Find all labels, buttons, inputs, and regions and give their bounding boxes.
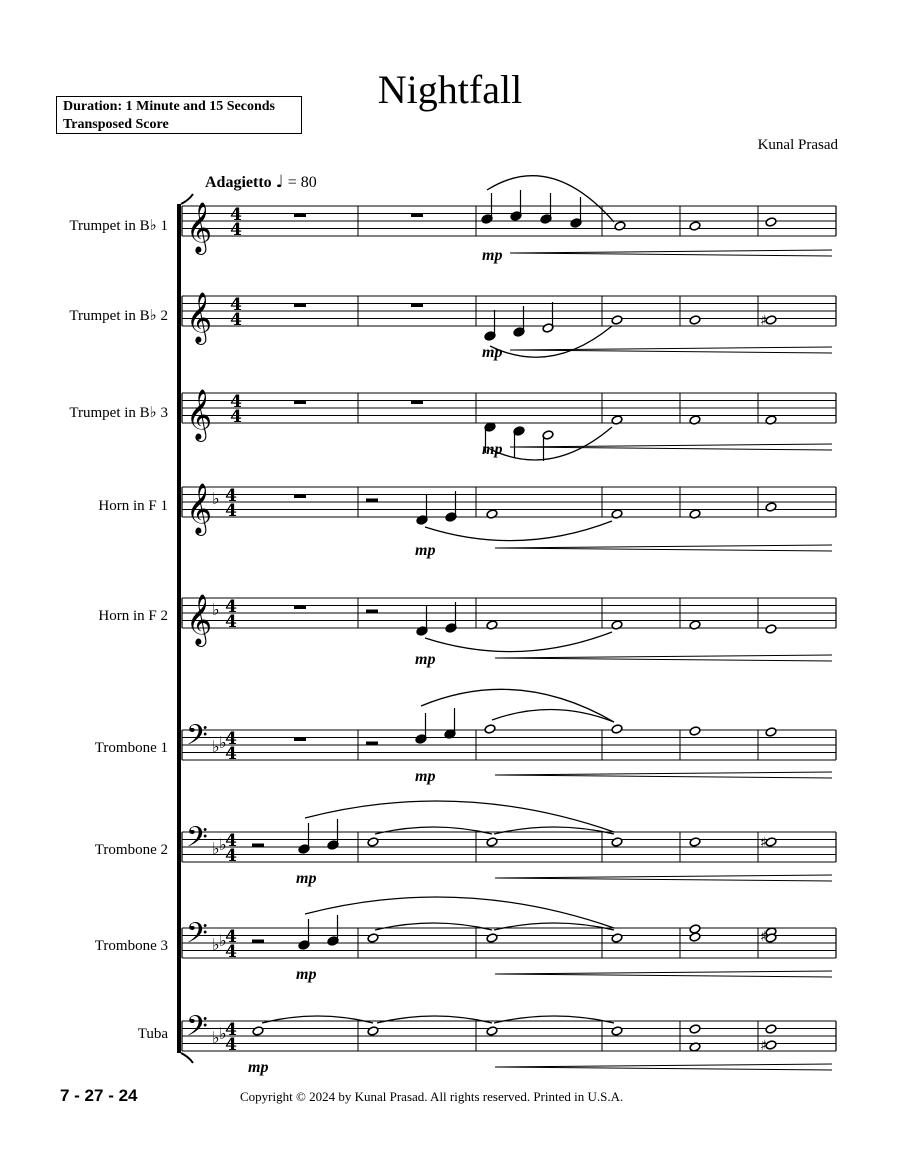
note-head: [611, 415, 623, 425]
crescendo-hairpin: [510, 253, 832, 256]
sharp-icon: ♯: [760, 313, 767, 329]
slur: [375, 923, 492, 930]
composer-name: Kunal Prasad: [757, 137, 838, 153]
duration-text: Duration: 1 Minute and 15 Seconds: [63, 99, 275, 114]
crescendo-hairpin: [495, 548, 832, 551]
time-signature-top: 4: [230, 392, 242, 412]
key-flat-icon: ♭: [219, 931, 227, 950]
quarter-note-icon: ♩: [275, 172, 284, 192]
time-signature-top: 4: [230, 295, 242, 315]
slur: [425, 632, 612, 652]
instrument-label-trumpet-1: Trumpet in B♭ 1: [69, 218, 168, 234]
treble-clef-icon: 𝄞: [186, 389, 213, 440]
time-signature-bottom: 4: [230, 220, 242, 240]
score-type-text: Transposed Score: [63, 117, 169, 132]
bass-clef-icon: 𝄢: [186, 917, 208, 957]
slur: [494, 827, 614, 834]
key-flat-icon: ♭: [212, 1028, 220, 1047]
rest-mark: [294, 495, 306, 499]
note-head: [689, 509, 701, 519]
dynamic-marking: mp: [296, 966, 317, 983]
rest-mark: [366, 610, 378, 614]
note-head: [765, 415, 777, 425]
bass-clef-icon: 𝄢: [186, 1010, 208, 1050]
instrument-label-tuba: Tuba: [137, 1026, 168, 1042]
note-head: [367, 1026, 379, 1036]
rest-mark: [252, 844, 264, 848]
note-head: [765, 624, 777, 634]
treble-clef-icon: 𝄞: [186, 292, 213, 343]
note-head: [689, 315, 701, 325]
crescendo-hairpin: [495, 545, 832, 548]
crescendo-hairpin: [495, 971, 832, 974]
key-flat-icon: ♭: [212, 600, 220, 619]
note-head: [765, 217, 777, 227]
time-signature-bottom: 4: [225, 501, 237, 521]
rest-mark: [411, 214, 423, 218]
sharp-icon: ♯: [760, 929, 767, 945]
sharp-icon: ♯: [760, 835, 767, 851]
crescendo-hairpin: [495, 875, 832, 878]
system-bracket: [177, 204, 181, 1053]
rest-mark: [294, 304, 306, 308]
note-head: [611, 1026, 623, 1036]
instrument-label-trombone-3: Trombone 3: [94, 938, 168, 954]
tempo-text: Adagietto: [205, 174, 272, 191]
note-head: [689, 620, 701, 630]
dynamic-marking: mp: [482, 344, 503, 361]
crescendo-hairpin: [510, 350, 832, 353]
crescendo-hairpin: [510, 447, 832, 450]
crescendo-hairpin: [510, 347, 832, 350]
note-head: [765, 837, 777, 847]
time-signature-bottom: 4: [225, 942, 237, 962]
rest-mark: [366, 742, 378, 746]
rest-mark: [294, 214, 306, 218]
dynamic-marking: mp: [248, 1059, 269, 1076]
note-head: [611, 509, 623, 519]
time-signature-bottom: 4: [225, 1035, 237, 1055]
note-head: [689, 837, 701, 847]
dynamic-marking: mp: [296, 870, 317, 887]
key-flat-icon: ♭: [219, 733, 227, 752]
slur: [494, 1016, 614, 1023]
note-head: [486, 620, 498, 630]
time-signature-top: 4: [225, 486, 237, 506]
score-title: Nightfall: [377, 67, 523, 112]
note-head: [486, 1026, 498, 1036]
note-head: [765, 315, 777, 325]
slur: [377, 1016, 492, 1023]
dynamic-marking: mp: [482, 247, 503, 264]
crescendo-hairpin: [510, 444, 832, 447]
rest-mark: [294, 738, 306, 742]
slur: [421, 689, 614, 722]
crescendo-hairpin: [495, 772, 832, 775]
crescendo-hairpin: [495, 1064, 832, 1067]
note-head: [765, 502, 777, 512]
bracket-bottom-hook: [181, 1053, 193, 1063]
dynamic-marking: mp: [482, 441, 503, 458]
note-head: [765, 1040, 777, 1050]
time-signature-bottom: 4: [230, 407, 242, 427]
time-signature-top: 4: [230, 205, 242, 225]
instrument-label-horn-2: Horn in F 2: [98, 608, 168, 624]
note-head: [689, 726, 701, 736]
note-head: [611, 933, 623, 943]
bass-clef-icon: 𝄢: [186, 719, 208, 759]
time-signature-bottom: 4: [225, 744, 237, 764]
crescendo-hairpin: [495, 658, 832, 661]
slur: [492, 709, 614, 722]
time-signature-top: 4: [225, 831, 237, 851]
note-head: [614, 221, 626, 231]
crescendo-hairpin: [495, 1067, 832, 1070]
key-flat-icon: ♭: [212, 489, 220, 508]
crescendo-hairpin: [495, 775, 832, 778]
key-flat-icon: ♭: [219, 835, 227, 854]
time-signature-bottom: 4: [230, 310, 242, 330]
crescendo-hairpin: [510, 250, 832, 253]
slur: [494, 923, 614, 930]
time-signature-bottom: 4: [225, 612, 237, 632]
key-flat-icon: ♭: [212, 839, 220, 858]
sharp-icon: ♯: [760, 1038, 767, 1054]
dynamic-marking: mp: [415, 768, 436, 785]
crescendo-hairpin: [495, 974, 832, 977]
rest-mark: [294, 606, 306, 610]
key-flat-icon: ♭: [212, 737, 220, 756]
key-flat-icon: ♭: [212, 935, 220, 954]
note-head: [486, 933, 498, 943]
time-signature-top: 4: [225, 729, 237, 749]
rest-mark: [366, 499, 378, 503]
rest-mark: [411, 401, 423, 405]
note-head: [611, 620, 623, 630]
footer-copyright: Copyright © 2024 by Kunal Prasad. All rights reserved. Printed in U.S.A.: [240, 1089, 624, 1104]
instrument-label-trumpet-3: Trumpet in B♭ 3: [69, 405, 168, 421]
time-signature-top: 4: [225, 1020, 237, 1040]
instrument-label-trombone-1: Trombone 1: [94, 740, 168, 756]
note-head: [689, 221, 701, 231]
treble-clef-icon: 𝄞: [186, 594, 213, 645]
slur: [425, 521, 612, 541]
note-head: [484, 724, 496, 734]
note-head: [367, 933, 379, 943]
note-head: [689, 415, 701, 425]
instrument-label-horn-1: Horn in F 1: [98, 498, 168, 514]
crescendo-hairpin: [495, 878, 832, 881]
note-head: [367, 837, 379, 847]
rest-mark: [252, 940, 264, 944]
note-head: [611, 837, 623, 847]
treble-clef-icon: 𝄞: [186, 483, 213, 534]
slur: [262, 1016, 373, 1023]
treble-clef-icon: 𝄞: [186, 202, 213, 253]
rest-mark: [411, 304, 423, 308]
time-signature-top: 4: [225, 597, 237, 617]
time-signature-bottom: 4: [225, 846, 237, 866]
note-head: [252, 1026, 264, 1036]
note-head: [611, 724, 623, 734]
slur: [375, 827, 492, 834]
instrument-label-trombone-2: Trombone 2: [94, 842, 168, 858]
note-head: [765, 727, 777, 737]
tempo-bpm: = 80: [287, 174, 317, 191]
dynamic-marking: mp: [415, 542, 436, 559]
rest-mark: [294, 401, 306, 405]
bass-clef-icon: 𝄢: [186, 821, 208, 861]
note-head: [486, 509, 498, 519]
note-head: [689, 932, 701, 942]
instrument-label-trumpet-2: Trumpet in B♭ 2: [69, 308, 168, 324]
note-head: [765, 1024, 777, 1034]
footer-date: 7 - 27 - 24: [60, 1086, 138, 1105]
note-head: [486, 837, 498, 847]
crescendo-hairpin: [495, 655, 832, 658]
note-head: [611, 315, 623, 325]
dynamic-marking: mp: [415, 651, 436, 668]
time-signature-top: 4: [225, 927, 237, 947]
key-flat-icon: ♭: [219, 1024, 227, 1043]
note-head: [689, 1024, 701, 1034]
